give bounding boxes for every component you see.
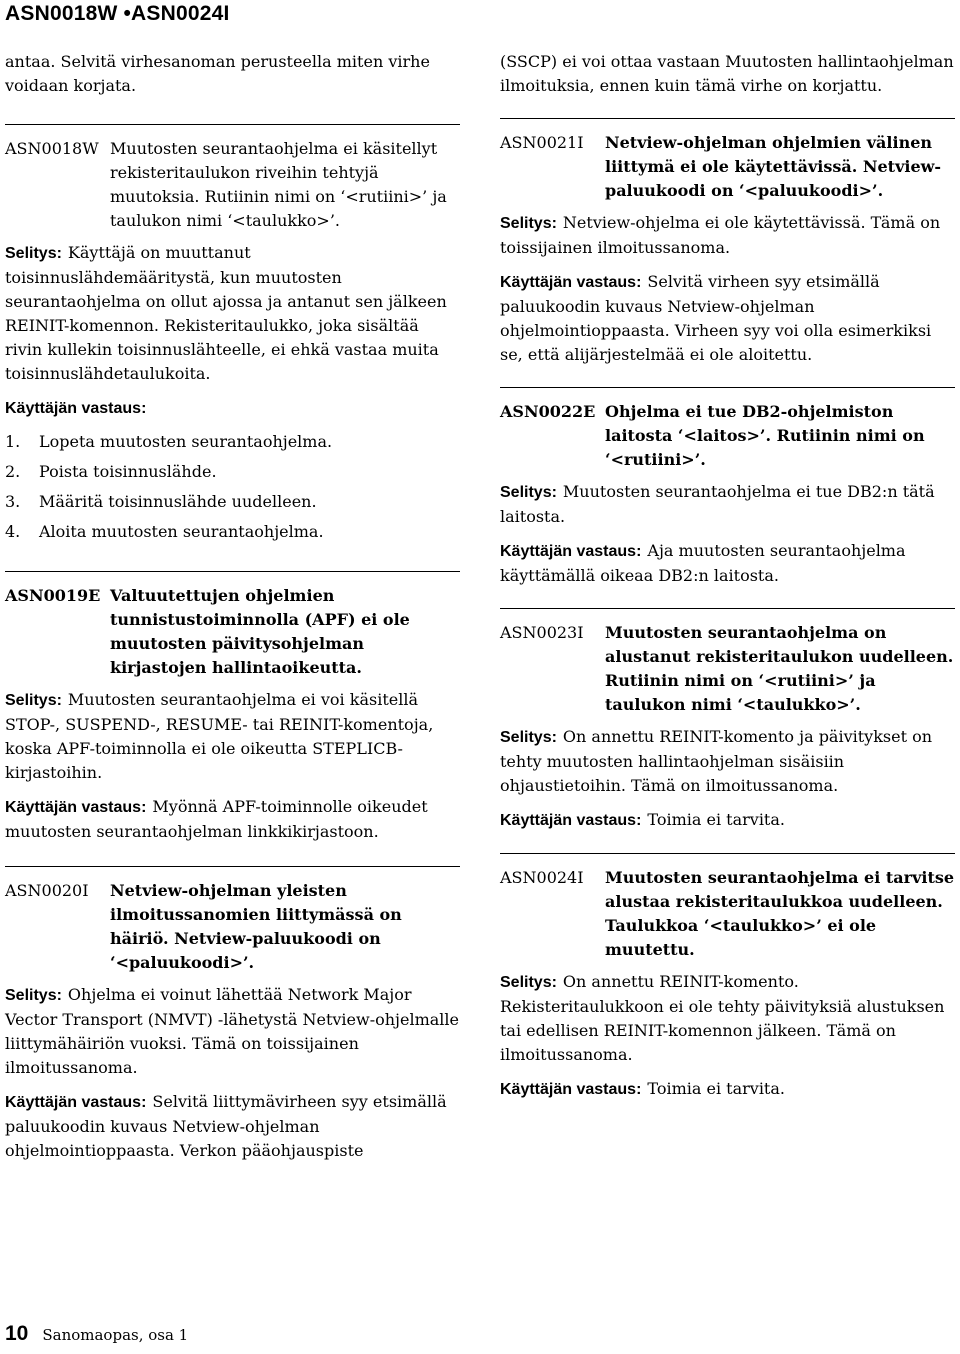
- user-response-text: Selvitä liittymävirheen syy etsimällä paluukoodin kuvaus Netview-ohjelman ohjelmointioppaasta. Verkon pääohjauspiste: [5, 1092, 447, 1160]
- message-divider: [500, 387, 955, 388]
- explanation-label: Selitys:: [5, 987, 62, 1004]
- explanation-text: Netview-ohjelma ei ole käytettävissä. Tämä on toissijainen ilmoitussanoma.: [500, 213, 941, 257]
- message-title: Muutosten seurantaohjelma ei käsitellyt rekisteritaulukon riveihin tehtyjä muutoksia. Rutiinin nimi on ‘<rutiini>’ ja taulukon nimi ‘<taulukko>’.: [110, 139, 447, 230]
- explanation: [5, 688, 460, 785]
- message-heading: [5, 137, 460, 233]
- left-column: [5, 50, 460, 1173]
- message-title: Muutosten seurantaohjelma ei tarvitse alustaa rekisteritaulukkoa uudelleen. Taulukkoa ‘<taulukko>’ ei ole muutettu.: [605, 868, 955, 959]
- user-response: [500, 808, 955, 833]
- message-title: Valtuutettujen ohjelmien tunnistustoiminnolla (APF) ei ole muutosten päivitysohjelman kirjastojen hallintaoikeutta.: [110, 586, 410, 677]
- explanation-label: Selitys:: [500, 215, 557, 232]
- explanation: [500, 725, 955, 798]
- explanation-text: On annettu REINIT-komento. Rekisteritaulukkoon ei ole tehty päivityksiä alustuksen tai edellisen REINIT-komennon jälkeen. Tämä on ilmoitussanoma.: [500, 972, 945, 1064]
- explanation-text: Käyttäjä on muuttanut toisinnuslähdemääritystä, kun muutosten seurantaohjelma on ollut ajossa ja antanut sen jälkeen REINIT-komennon. Rekisteritaulukko, joka sisältää rivin kullekin toisinnuslähteelle, ei ehkä vastaa muita toisinnuslähdetaulukoita.: [5, 243, 447, 383]
- user-response-label: Käyttäjän vastaus:: [5, 1094, 147, 1111]
- page-header: ASN0018W •ASN0024I: [5, 2, 230, 25]
- message-heading: [500, 131, 955, 203]
- user-response-label: Käyttäjän vastaus:: [500, 1081, 642, 1098]
- message-heading: [500, 621, 955, 717]
- explanation-text: Ohjelma ei voinut lähettää Network Major Vector Transport (NMVT) -lähetystä Netview-ohjelmalle liittymähäiriön vuoksi. Tämä on toissijainen ilmoitussanoma.: [5, 985, 459, 1077]
- user-response-label: Käyttäjän vastaus:: [500, 274, 642, 291]
- list-item: 3. Määritä toisinnuslähde uudelleen.: [5, 492, 317, 511]
- message-title: Netview-ohjelman ohjelmien välinen liittymä ei ole käytettävissä. Netview-paluukoodi on ‘<paluukoodi>’.: [605, 133, 942, 200]
- message-code: ASN0021I: [500, 133, 584, 152]
- explanation-label: Selitys:: [500, 729, 557, 746]
- message-divider: [500, 853, 955, 854]
- explanation-text: Muutosten seurantaohjelma ei voi käsitellä STOP-, SUSPEND-, RESUME- tai REINIT-komentoja, koska APF-toiminnolla ei ole oikeutta STEPLICB-kirjastoihin.: [5, 690, 434, 782]
- explanation-label: Selitys:: [5, 692, 62, 709]
- right-column: [500, 50, 955, 1112]
- user-response: [5, 1090, 460, 1163]
- user-response-label: Käyttäjän vastaus:: [500, 543, 642, 560]
- user-response-label: Käyttäjän vastaus:: [5, 799, 147, 816]
- page-footer: [5, 1322, 188, 1346]
- message-heading: [500, 866, 955, 962]
- user-response: [500, 270, 955, 367]
- message-title: Ohjelma ei tue DB2-ohjelmiston laitosta ‘<laitos>’. Rutiinin nimi on ‘<rutiini>’.: [605, 402, 925, 469]
- message-divider: [5, 124, 460, 125]
- explanation: [500, 211, 955, 260]
- explanation-label: Selitys:: [500, 974, 557, 991]
- message-code: ASN0018W: [5, 139, 99, 158]
- message-heading: [5, 584, 460, 680]
- user-response: [500, 539, 955, 588]
- message-code: ASN0019E: [5, 586, 101, 605]
- user-response-text: Selvitä virheen syy etsimällä paluukoodin kuvaus Netview-ohjelman ohjelmointioppaasta. Virheen syy voi olla esimerkiksi se, että alijärjestelmää ei ole aloitettu.: [500, 272, 932, 364]
- message-code: ASN0023I: [500, 623, 584, 642]
- explanation: [500, 480, 955, 529]
- message-heading: [5, 879, 460, 975]
- page-number: 10: [5, 1322, 29, 1345]
- message-divider: [500, 118, 955, 119]
- explanation: [5, 983, 460, 1080]
- list-item: 2. Poista toisinnuslähde.: [5, 462, 217, 481]
- user-response-label: Käyttäjän vastaus:: [500, 812, 642, 829]
- message-divider: [5, 866, 460, 867]
- explanation: [500, 970, 955, 1067]
- user-response-text: Aja muutosten seurantaohjelma käyttämällä oikeaa DB2:n laitosta.: [500, 541, 906, 585]
- user-response: [5, 795, 460, 844]
- explanation-text: On annettu REINIT-komento ja päivitykset on tehty muutosten hallintaohjelman sisäisiin ohjaustietoihin. Tämä on ilmoitussanoma.: [500, 727, 933, 795]
- message-code: ASN0024I: [500, 868, 584, 887]
- message-divider: [5, 571, 460, 572]
- message-code: ASN0020I: [5, 881, 89, 900]
- user-response-text: Toimia ei tarvita.: [647, 810, 785, 829]
- message-title: Muutosten seurantaohjelma on alustanut rekisteritaulukon uudelleen. Rutiinin nimi on ‘<rutiini>’ ja taulukon nimi ‘<taulukko>’.: [605, 623, 954, 714]
- explanation-label: Selitys:: [500, 484, 557, 501]
- user-response: [5, 396, 460, 421]
- message-heading: [500, 400, 955, 472]
- list-item: 4. Aloita muutosten seurantaohjelma.: [5, 522, 324, 541]
- explanation-label: Selitys:: [5, 245, 62, 262]
- response-steps: [5, 427, 460, 547]
- book-title: Sanomaopas, osa 1: [42, 1326, 189, 1344]
- user-response-label: Käyttäjän vastaus:: [5, 400, 147, 417]
- list-item: 1. Lopeta muutosten seurantaohjelma.: [5, 432, 333, 451]
- explanation: [5, 241, 460, 386]
- message-code: ASN0022E: [500, 402, 596, 421]
- user-response: [500, 1077, 955, 1102]
- user-response-text: Toimia ei tarvita.: [647, 1079, 785, 1098]
- explanation-text: Muutosten seurantaohjelma ei tue DB2:n tätä laitosta.: [500, 482, 935, 526]
- continued-text: (SSCP) ei voi ottaa vastaan Muutosten hallintaohjelman ilmoituksia, ennen kuin tämä virhe on korjattu.: [500, 52, 954, 95]
- message-title: Netview-ohjelman yleisten ilmoitussanomien liittymässä on häiriö. Netview-paluukoodi on ‘<paluukoodi>’.: [110, 881, 402, 972]
- continued-text: antaa. Selvitä virhesanoman perusteella miten virhe voidaan korjata.: [5, 52, 430, 95]
- user-response-text: Myönnä APF-toiminnolle oikeudet muutosten seurantaohjelman linkkikirjastoon.: [5, 797, 428, 841]
- message-divider: [500, 608, 955, 609]
